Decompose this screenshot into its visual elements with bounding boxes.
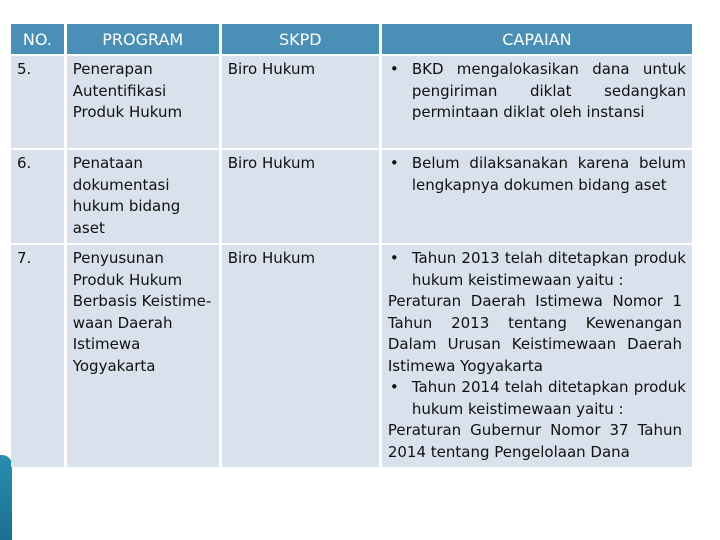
row-capaian	[382, 150, 692, 243]
row-program: Penataan dokumentasi hukum bidang aset	[67, 150, 219, 243]
table-header-row	[11, 24, 692, 54]
table-row	[11, 150, 692, 243]
table-row	[11, 56, 692, 148]
capaian-regulation-text: Peraturan Gubernur Nomor 37 Tahun 2014 tentang Pengelolaan Dana	[387, 421, 682, 461]
row-no: 5.	[11, 56, 64, 148]
capaian-regulation-text: Peraturan Daerah Istimewa Nomor 1 Tahun 2013 tentang Kewenangan Dalam Urusan Keistimewaan Daerah Istimewa Yogyakarta	[387, 292, 682, 375]
capaian-text: Tahun 2013 telah ditetapkan produk hukum keistimewaan yaitu :	[411, 249, 686, 289]
table-row	[11, 245, 692, 467]
row-no: 6.	[11, 150, 64, 243]
capaian-bullet-item	[388, 377, 686, 420]
capaian-text: Belum dilaksanakan karena belum lengkapnya dokumen bidang aset	[411, 154, 686, 194]
header-capaian: CAPAIAN	[382, 24, 692, 54]
bullet-icon: •	[389, 60, 399, 78]
program-table	[8, 22, 695, 469]
row-skpd: Biro Hukum	[222, 245, 379, 467]
row-program: Penyusunan Produk Hukum Berbasis Keistime-waan Daerah Istimewa Yogyakarta	[67, 245, 219, 467]
row-skpd: Biro Hukum	[222, 150, 379, 243]
capaian-text: BKD mengalokasikan dana untuk pengiriman diklat sedangkan permintaan diklat oleh instansi	[411, 60, 686, 121]
header-skpd: SKPD	[222, 24, 379, 54]
capaian-bullet-item	[388, 248, 686, 291]
header-no: NO.	[11, 24, 64, 54]
row-program: Penerapan Autentifikasi Produk Hukum	[67, 56, 219, 148]
capaian-bullet-item	[388, 59, 686, 124]
capaian-text: Tahun 2014 telah ditetapkan produk hukum keistimewaan yaitu :	[411, 378, 686, 418]
bullet-icon: •	[389, 378, 399, 396]
row-capaian	[382, 245, 692, 467]
bullet-icon: •	[389, 154, 399, 172]
row-no: 7.	[11, 245, 64, 467]
bullet-icon: •	[389, 249, 399, 267]
header-program: PROGRAM	[67, 24, 219, 54]
capaian-bullet-item	[388, 153, 686, 196]
row-capaian	[382, 56, 692, 148]
row-skpd: Biro Hukum	[222, 56, 379, 148]
